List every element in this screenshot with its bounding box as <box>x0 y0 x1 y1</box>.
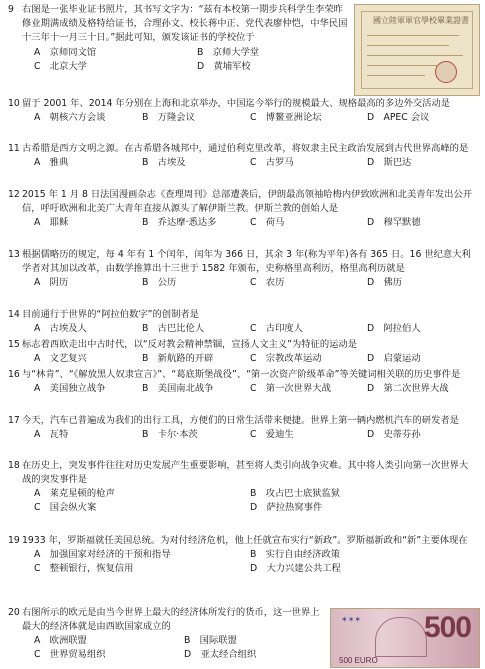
option-b[interactable]: B 公历 <box>142 277 177 289</box>
option-b[interactable]: B 国际联盟 <box>184 635 237 647</box>
option-a[interactable]: A 美国独立战争 <box>34 383 106 395</box>
seal-stamp <box>435 61 457 83</box>
option-c[interactable]: C 世界贸易组织 <box>34 649 106 661</box>
option-row <box>34 428 482 442</box>
option-b[interactable]: B 万隆会议 <box>142 112 195 124</box>
question-17 <box>4 414 482 442</box>
question-number: 13 <box>8 249 20 260</box>
certificate-text-line <box>367 75 425 76</box>
option-row <box>34 562 482 576</box>
option-d[interactable]: D 斯巴达 <box>367 157 412 169</box>
option-b[interactable]: B 实行自由经济政策 <box>250 549 341 561</box>
question-number: 10 <box>8 98 20 109</box>
euro-banknote-photo <box>330 608 480 668</box>
question-18 <box>4 459 482 515</box>
option-c[interactable]: C 古罗马 <box>250 157 294 169</box>
banknote-denomination: 500 <box>423 611 471 644</box>
question-14 <box>4 308 482 336</box>
option-a[interactable]: A 瓦特 <box>34 429 69 441</box>
option-c[interactable]: C 整顿银行，恢复信用 <box>34 563 134 575</box>
option-c[interactable]: C 爱迪生 <box>250 429 294 441</box>
option-row <box>34 216 482 230</box>
option-b[interactable]: B 卡尔·本茨 <box>142 429 198 441</box>
question-12 <box>4 188 482 230</box>
option-row <box>34 111 482 125</box>
option-d[interactable]: D APEC 会议 <box>367 112 430 124</box>
option-row <box>34 322 482 336</box>
certificate-text-line <box>367 35 459 36</box>
question-number: 17 <box>8 415 20 426</box>
question-13 <box>4 248 482 290</box>
question-15 <box>4 338 482 366</box>
option-row <box>34 548 482 562</box>
option-row <box>34 382 482 396</box>
option-d[interactable]: D 启蒙运动 <box>367 353 421 365</box>
question-stem: 古希腊是西方文明之源。在古希腊各城邦中，通过伯利克里改革，将奴隶主民主政治发展到古代世界高峰的是 <box>22 143 469 154</box>
question-stem: 今天，汽车已普遍成为我们的出行工具，方便们的日常生活带来便捷。世界上第一辆内燃机汽车的研发者是 <box>22 415 459 426</box>
option-d[interactable]: D 第二次世界大战 <box>367 383 449 395</box>
option-c[interactable]: C 古印度人 <box>250 323 303 335</box>
option-row <box>34 156 482 170</box>
question-stem: 根据儒略历的规定，每 4 年有 1 个闰年，闰年为 366 日，其余 3 年(称为平年)各有 365 日。16 世纪意大利学者对其加以改革，由数学推算出十三世于 1582 年颁布，史称格里高利历，格里高利历就是 <box>22 249 471 275</box>
option-d[interactable]: D 史蒂芬孙 <box>367 429 421 441</box>
eu-stars-icon: ✶✶✶ <box>341 615 362 624</box>
question-number: 15 <box>8 339 20 350</box>
option-b[interactable]: B 攻占巴士底狱监狱 <box>250 488 341 500</box>
option-d[interactable]: D 佛历 <box>367 277 403 289</box>
question-number: 20 <box>8 607 20 618</box>
question-number: 16 <box>8 369 20 380</box>
question-stem: 目前通行于世界的“阿拉伯数字”的创制者是 <box>22 309 199 320</box>
option-a[interactable]: A 朝核六方会谈 <box>34 112 106 124</box>
question-stem: 在历史上，突发事件往往对历史发展产生重要影响，甚至将人类引向战争灾难。其中将人类引向第一次世界大战的突发事件是 <box>22 460 469 486</box>
option-a[interactable]: A 雅典 <box>34 157 69 169</box>
option-b[interactable]: B 新航路的开辟 <box>142 353 214 365</box>
option-b[interactable]: B 古巴比伦人 <box>142 323 205 335</box>
question-stem: 2015 年 1 月 8 日法国漫画杂志《查理周刊》总部遭袭后，伊朗最高领袖哈梅内伊致欧洲和北美青年发出公开信，呼吁欧洲和北美广大青年直接从源头了解伊斯兰教。伊斯兰教的创始人是 <box>22 189 473 215</box>
option-b[interactable]: B 古埃及 <box>142 157 186 169</box>
option-d[interactable]: D 大力兴建公共工程 <box>250 563 341 575</box>
option-c[interactable]: C 第一次世界大战 <box>250 383 331 395</box>
question-number: 18 <box>8 460 20 471</box>
option-c[interactable]: C 农历 <box>250 277 285 289</box>
option-b[interactable]: B 美国南北战争 <box>142 383 214 395</box>
question-stem: 右图所示的欧元是由当今世界上最大的经济体所发行的货币，这一世界上最大的经济体就是由西欧国家成立的 <box>22 607 320 633</box>
certificate-text-line <box>367 65 437 66</box>
question-number: 14 <box>8 309 20 320</box>
question-stem: 1933 年，罗斯福就任美国总统。为对付经济危机，他上任就宣布实行“新政”。罗斯福新政和“新”主要体现在 <box>22 535 468 546</box>
option-a[interactable]: A 莱克星顿的枪声 <box>34 488 115 500</box>
question-16 <box>4 368 482 396</box>
option-row <box>34 501 482 515</box>
option-c[interactable]: C 北京大学 <box>34 60 87 72</box>
certificate-photo <box>354 4 480 96</box>
certificate-text-line <box>367 45 449 46</box>
question-stem: 与“林肯”、“《解放黑人奴隶宣言》”、“葛底斯堡战役”、“第一次资产阶级革命”等关键词相关联的历史事件是 <box>22 369 461 380</box>
option-d[interactable]: D 亚太经合组织 <box>184 649 257 661</box>
arch-illustration <box>375 617 427 657</box>
banknote-caption: 500 EURO <box>339 656 378 665</box>
certificate-title: 國立陸軍軍官學校畢業證書 <box>373 16 469 25</box>
option-a[interactable]: A 阴历 <box>34 277 69 289</box>
question-stem: 右图是一张毕业证书照片，其书写文字为：“兹有本校第一期步兵科学生李荣昨修业期满成绩及格特给证书，合理孙文、校长蒋中正、党代表廖仲恺，中华民国十三年十一月三十日。”据此可知，颁发该证书的学校位于 <box>22 4 348 44</box>
option-a[interactable]: A 京师同文馆 <box>34 46 97 58</box>
question-19 <box>4 534 482 576</box>
option-d[interactable]: D 阿拉伯人 <box>367 323 421 335</box>
certificate-text-line <box>367 55 463 56</box>
option-c[interactable]: C 国会纵火案 <box>34 502 97 514</box>
option-c[interactable]: C 宗教改革运动 <box>250 353 322 365</box>
option-row <box>34 276 482 290</box>
option-b[interactable]: B 京师大学堂 <box>197 46 260 58</box>
question-11 <box>4 142 482 170</box>
option-d[interactable]: D 穆罕默德 <box>367 217 421 229</box>
question-stem: 标志着西欧走出中古时代，以“反对教会精神禁锢，宣扬人文主义”为特征的运动是 <box>22 339 358 350</box>
question-number: 9 <box>8 4 14 15</box>
option-a[interactable]: A 文艺复兴 <box>34 353 87 365</box>
question-number: 12 <box>8 189 20 200</box>
option-b[interactable]: B 乔达摩·悉达多 <box>142 217 217 229</box>
option-a[interactable]: A 欧洲联盟 <box>34 635 87 647</box>
question-stem: 留于 2001 年、2014 年分别在上海和北京举办，中国迄今举行的规模最大、规格最高的多边外交活动是 <box>22 98 451 109</box>
question-number: 19 <box>8 535 20 546</box>
option-c[interactable]: C 荷马 <box>250 217 285 229</box>
option-d[interactable]: D 萨拉热窝事件 <box>250 502 323 514</box>
option-c[interactable]: C 博鳌亚洲论坛 <box>250 112 322 124</box>
option-row <box>34 352 482 366</box>
option-a[interactable]: A 耶稣 <box>34 217 69 229</box>
question-number: 11 <box>8 143 20 154</box>
option-a[interactable]: A 加强国家对经济的干预和指导 <box>34 549 171 561</box>
option-d[interactable]: D 黄埔军校 <box>197 60 251 72</box>
option-row <box>34 487 482 501</box>
question-10 <box>4 97 482 125</box>
option-a[interactable]: A 古埃及人 <box>34 323 87 335</box>
